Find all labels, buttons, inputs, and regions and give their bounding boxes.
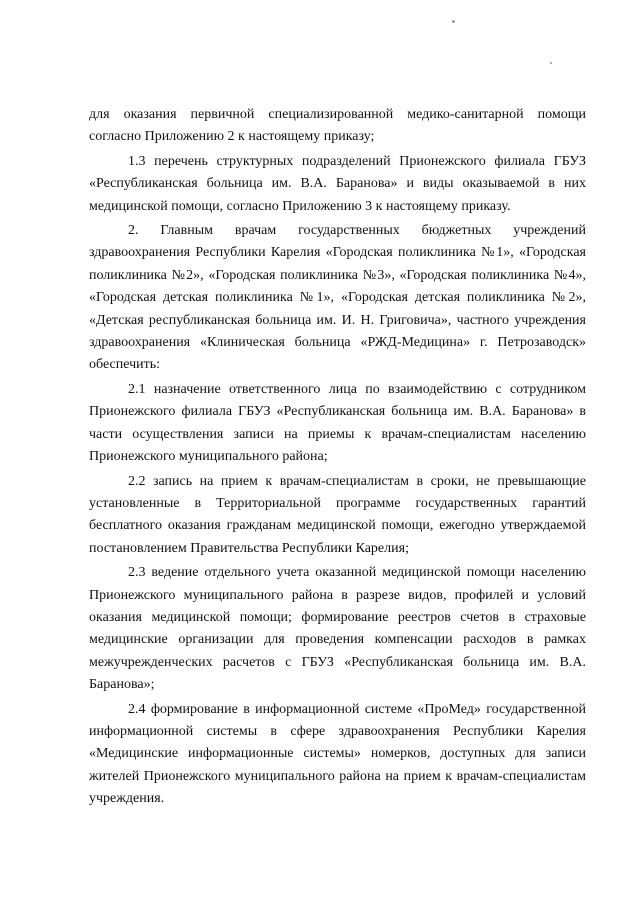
paragraph-continuation: для оказания первичной специализированной медико-санитарной помощи согласно Приложению 2 к настоящему приказу; bbox=[89, 107, 586, 145]
document-body bbox=[89, 104, 586, 811]
paragraph-1-3: 1.3 перечень структурных подразделений Прионежского филиала ГБУЗ «Республиканская больница им. В.А. Баранова» и виды оказываемой в них медицинской помощи, согласно Приложению 3 к настоящему приказу. bbox=[89, 153, 586, 214]
paragraph-2-4: 2.4 формирование в информационной системе «ПроМед» государственной информационной системы в сфере здравоохранения Республики Карелия «Медицинские информационные системы» номерков, доступных для записи жителей Прионежского муниципального района на прием к врачам-специалистам учреждения. bbox=[89, 701, 586, 807]
paragraph-2: 2. Главным врачам государственных бюджетных учреждений здравоохранения Республики Карелия «Городская поликлиника №1», «Городская поликлиника №2», «Городская поликлиника №3», «Городская поликлиника №4», «Городская детская поликлиника №1», «Городская детская поликлиника №2», «Детская республиканская больница им. И. Н. Григовича», частного учреждения здравоохранения «Клиническая больница «РЖД-Медицина» г. Петрозаводск» обеспечить: bbox=[89, 223, 586, 373]
scan-speck bbox=[452, 20, 455, 23]
paragraph-2-2: 2.2 запись на прием к врачам-специалистам в сроки, не превышающие установленные в Территориальной программе государственных гарантий бесплатного оказания гражданам медицинской помощи, ежегодно утверждаемой постановлением Правительства Республики Карелия; bbox=[89, 473, 586, 556]
paragraph-2-3: 2.3 ведение отдельного учета оказанной медицинской помощи населению Прионежского муниципального района в разрезе видов, профилей и условий оказания медицинской помощи; формирование реестров счетов в страховые медицинские организации для проведения компенсации расходов в рамках межучрежденческих расчетов с ГБУЗ «Республиканская больница им. В.А. Баранова»; bbox=[89, 565, 586, 693]
paragraph-2-1: 2.1 назначение ответственного лица по взаимодействию с сотрудником Прионежского филиала ГБУЗ «Республиканская больница им. В.А. Баранова» в части осуществления записи на приемы к врачам-специалистам населению Прионежского муниципального района; bbox=[89, 381, 586, 465]
scan-speck bbox=[550, 62, 552, 64]
